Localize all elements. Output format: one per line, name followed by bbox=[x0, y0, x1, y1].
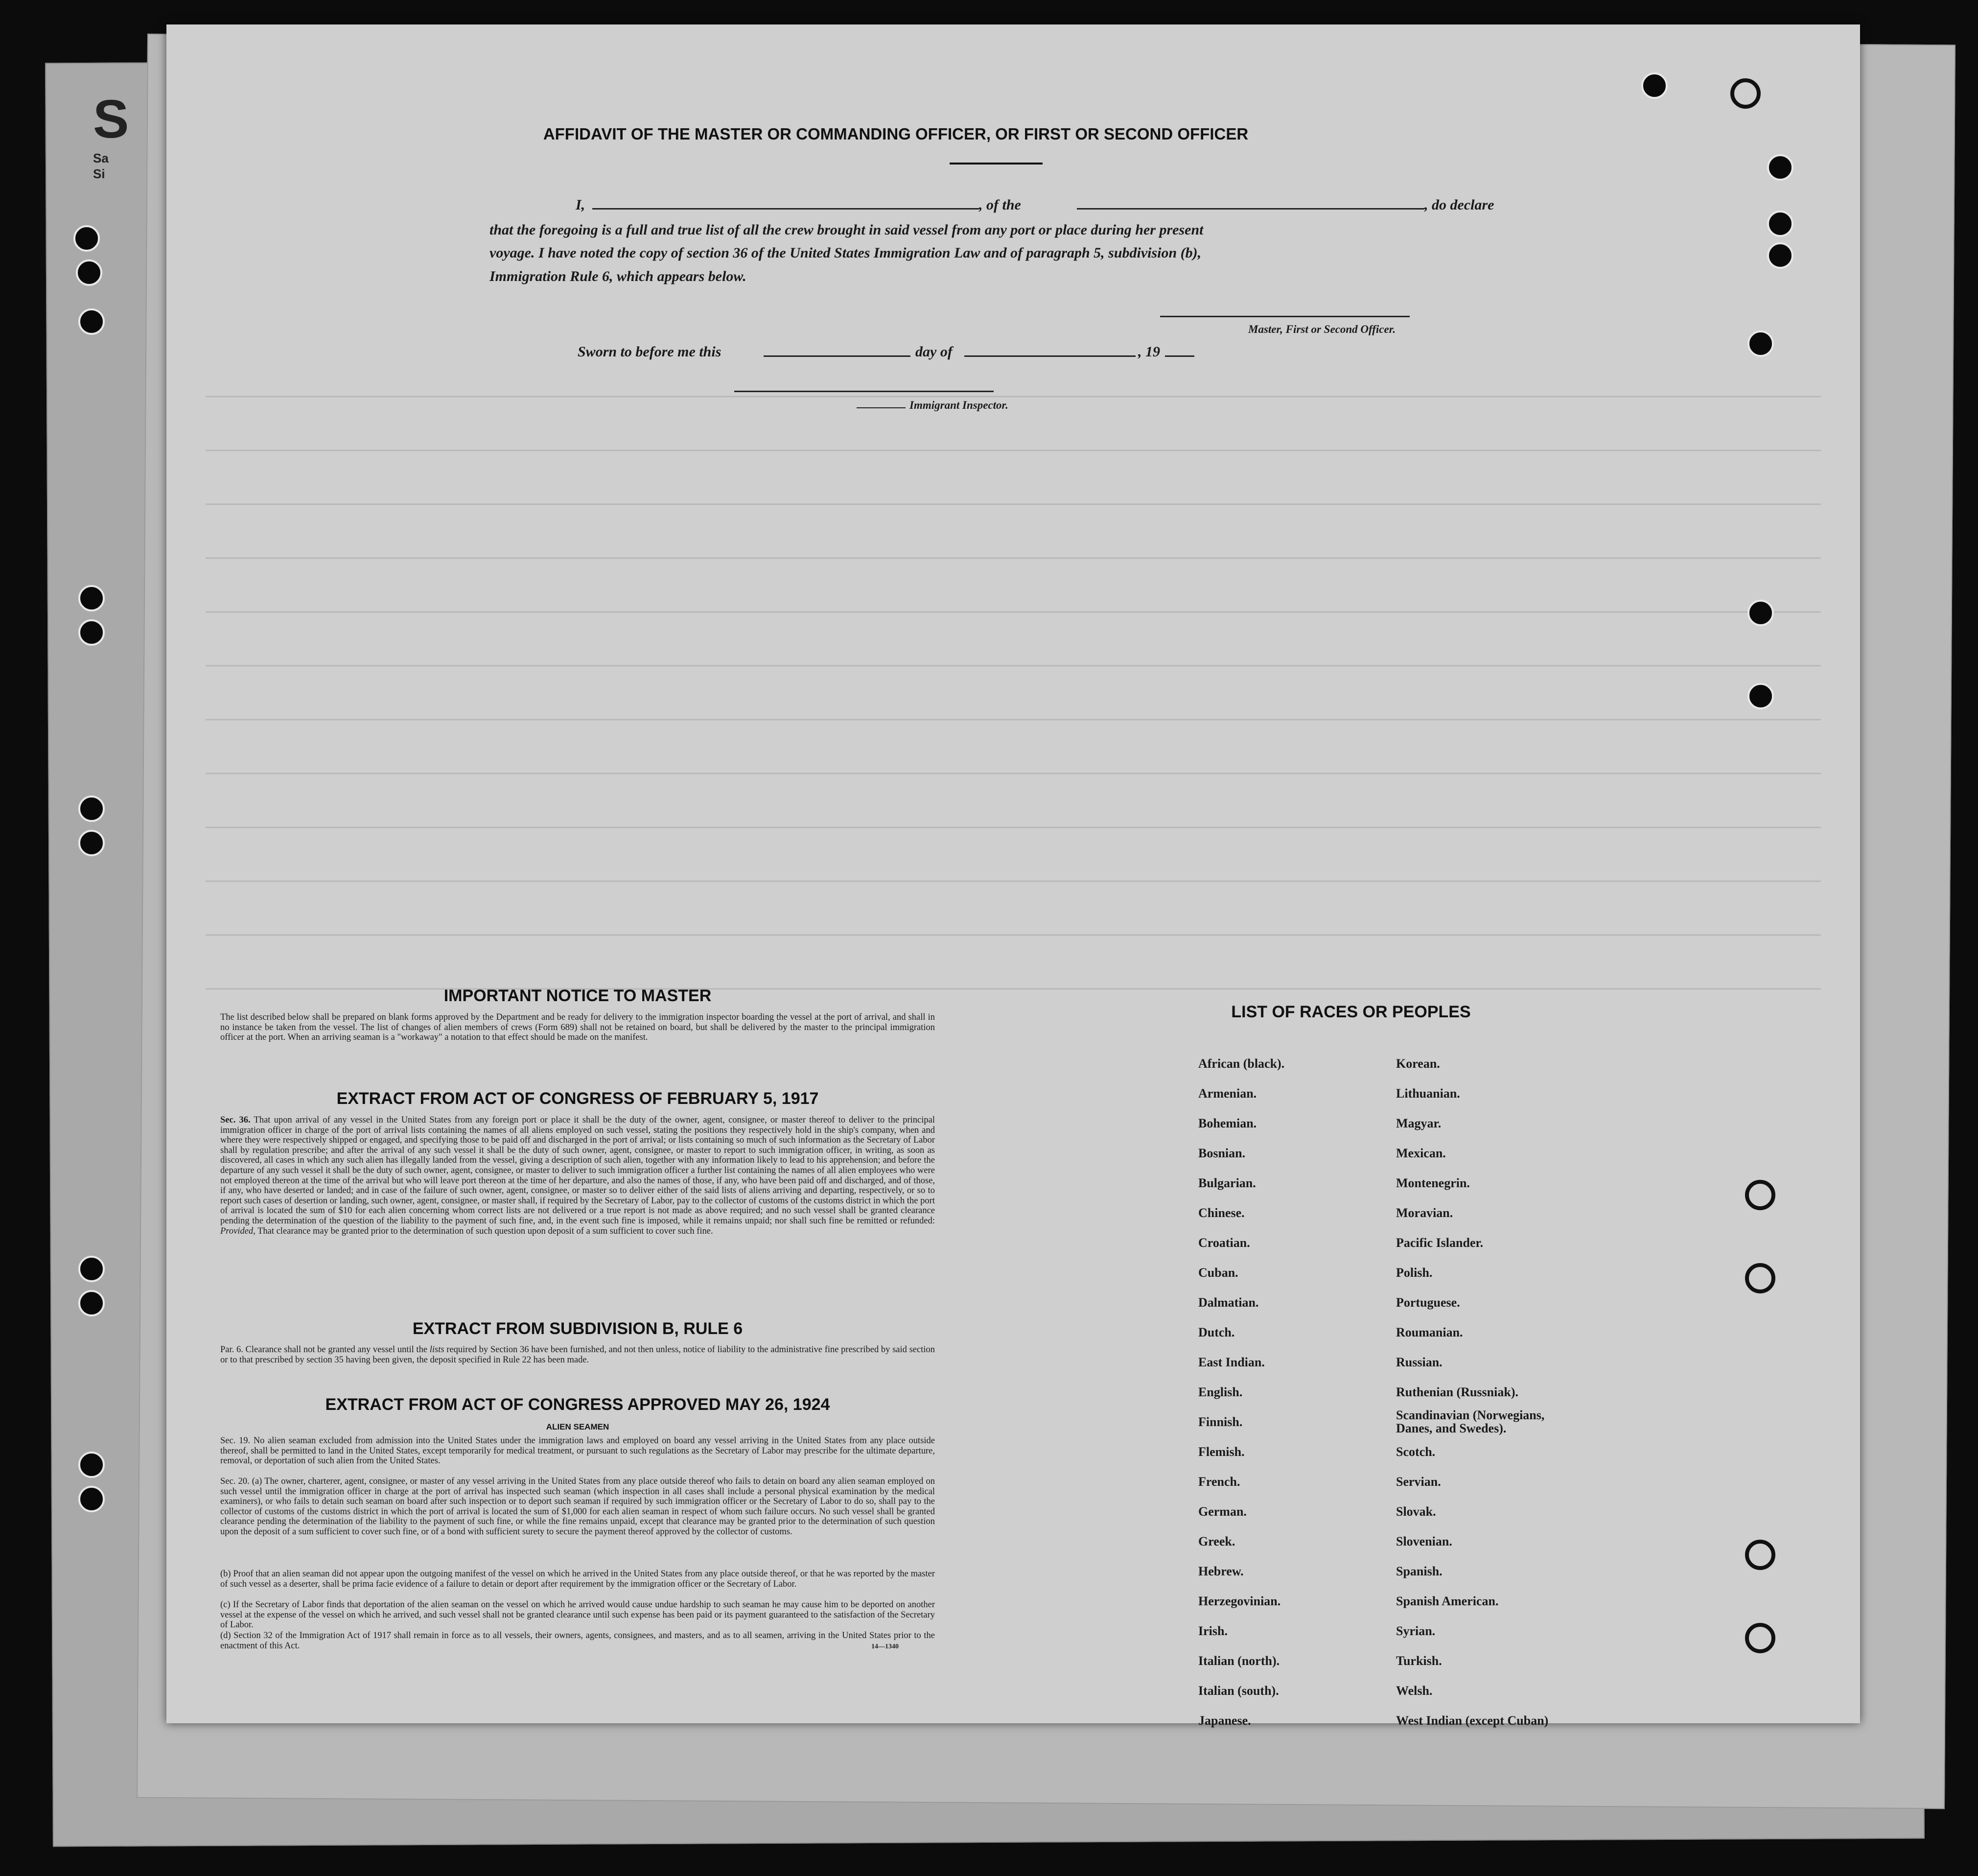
binder-hole bbox=[76, 259, 102, 286]
race-right: Welsh. bbox=[1396, 1684, 1433, 1698]
name-blank bbox=[592, 208, 979, 210]
binder-hole bbox=[1745, 1623, 1775, 1653]
manifest-page bbox=[166, 24, 1860, 1728]
month-blank bbox=[964, 355, 1136, 357]
race-left: English. bbox=[1198, 1385, 1243, 1399]
affidavit-of-the: , of the bbox=[979, 197, 1021, 213]
extract-1924-title: EXTRACT FROM ACT OF CONGRESS APPROVED MAY 26, 1924 bbox=[325, 1395, 830, 1414]
sec-36-label: Sec. 36. bbox=[220, 1115, 251, 1125]
race-right: Ruthenian (Russniak). bbox=[1396, 1385, 1518, 1399]
signature-caption: Master, First or Second Officer. bbox=[1248, 323, 1396, 335]
year-prefix: , 19 bbox=[1138, 344, 1160, 360]
binder-hole bbox=[78, 619, 105, 646]
rule6-text-1: Par. 6. Clearance shall not be granted any vessel until the bbox=[220, 1345, 428, 1355]
race-left: Croatian. bbox=[1198, 1236, 1250, 1250]
race-right: Portuguese. bbox=[1396, 1295, 1460, 1310]
binder-hole bbox=[1767, 242, 1793, 269]
race-right: West Indian (except Cuban) bbox=[1396, 1713, 1549, 1728]
vessel-blank bbox=[1077, 208, 1424, 210]
binder-hole bbox=[78, 1290, 105, 1316]
race-right: Russian. bbox=[1396, 1355, 1443, 1369]
race-right: Korean. bbox=[1396, 1056, 1440, 1071]
sec-19-text: Sec. 19. No alien seaman excluded from admission into the United States under the immigration laws and employed on board any vessel arriving in the United States from any place outside thereof, shall be permitted to land in the United States, except temporarily for medical treatment, or pursuant to such regulations as the Secretary of Labor may prescribe for the ultimate departure, removal, or deportation of such alien from the United States. bbox=[220, 1436, 935, 1466]
proviso-body: That clearance may be granted prior to the determination of such question upon deposit of a sum sufficient to cover such fine. bbox=[257, 1226, 713, 1236]
race-left: East Indian. bbox=[1198, 1355, 1265, 1369]
title-rule bbox=[950, 163, 1043, 164]
affidavit-do-declare: , do declare bbox=[1424, 197, 1494, 213]
race-left: Bosnian. bbox=[1198, 1146, 1246, 1160]
binder-hole bbox=[1745, 1540, 1775, 1570]
bleed-through-table bbox=[166, 24, 1860, 1723]
binder-hole bbox=[73, 225, 100, 252]
binder-hole bbox=[1745, 1263, 1775, 1293]
binder-hole bbox=[78, 1452, 105, 1478]
race-right: Roumanian. bbox=[1396, 1325, 1463, 1339]
race-right: Montenegrin. bbox=[1396, 1176, 1470, 1190]
inspector-dash bbox=[857, 407, 906, 408]
notice-text: The list described below shall be prepared on blank forms approved by the Department and be ready for delivery to the immigration inspector boarding the vessel at the port of arrival, and shall in no instance be taken from the vessel. The list of changes of alien members of crews (Form 689) shall not be retained on board, but shall be delivered by the master to the principal immigration officer at the port. When an arriving seaman is a "workaway" a notation to that effect should be made on the manifest. bbox=[220, 1012, 935, 1043]
binder-hole bbox=[1767, 154, 1793, 181]
affidavit-i-label: I, bbox=[576, 197, 585, 213]
affidavit-line-2: that the foregoing is a full and true list of all the crew brought in said vessel from any port or place during her present bbox=[489, 222, 1204, 238]
race-left: Chinese. bbox=[1198, 1206, 1245, 1220]
signature-line bbox=[1160, 316, 1410, 317]
race-left: Finnish. bbox=[1198, 1415, 1243, 1429]
inspector-caption: Immigrant Inspector. bbox=[909, 399, 1008, 411]
sec-20d-text: (d) Section 32 of the Immigration Act of 1917 shall remain in force as to all vessels, their owners, agents, consignees, and masters, and as to all seamen, arriving in the United States prior to the enactment of this Act. bbox=[220, 1631, 935, 1651]
rule6-lists: lists bbox=[429, 1345, 444, 1355]
affidavit-line-4: Immigration Rule 6, which appears below. bbox=[489, 268, 746, 284]
race-left: Dutch. bbox=[1198, 1325, 1235, 1339]
race-left: Greek. bbox=[1198, 1534, 1235, 1548]
binder-hole bbox=[1747, 600, 1774, 626]
binder-hole bbox=[1767, 211, 1793, 237]
year-blank bbox=[1165, 355, 1194, 357]
race-right: Slovak. bbox=[1396, 1504, 1436, 1519]
race-right: Slovenian. bbox=[1396, 1534, 1452, 1548]
side-letter: S bbox=[93, 89, 129, 149]
extract-1917-title: EXTRACT FROM ACT OF CONGRESS OF FEBRUARY 5, 1917 bbox=[336, 1089, 819, 1108]
alien-seamen-subtitle: ALIEN SEAMEN bbox=[546, 1422, 609, 1431]
race-right: Spanish. bbox=[1396, 1564, 1443, 1578]
race-left: Italian (south). bbox=[1198, 1684, 1279, 1698]
day-of-label: day of bbox=[915, 344, 953, 360]
side-page-fragment bbox=[93, 88, 166, 206]
binder-hole bbox=[78, 585, 105, 611]
notice-title: IMPORTANT NOTICE TO MASTER bbox=[443, 986, 712, 1005]
sec-20c-text: (c) If the Secretary of Labor finds that deportation of the alien seaman on the vessel on which he arrived would cause undue hardship to such seaman he may cause him to be deported on another vessel at the expense of the vessel on which he arrived, and such vessel shall not be granted clearance until such expense has been paid or its payment guaranteed to the satisfaction of the Secretary of Labor. bbox=[220, 1600, 935, 1630]
race-left: Dalmatian. bbox=[1198, 1295, 1259, 1310]
sec-20b-text: (b) Proof that an alien seaman did not appear upon the outgoing manifest of the vessel on which he arrived in the United States from any place outside thereof, or that he was reported by the master of such vessel as a deserter, shall be prima facie evidence of a failure to detain or deport after requirement by the immigration officer or the Secretary of Labor. bbox=[220, 1569, 935, 1589]
race-left: Flemish. bbox=[1198, 1445, 1245, 1459]
race-left: German. bbox=[1198, 1504, 1247, 1519]
affidavit-line-3: voyage. I have noted the copy of section 36 of the United States Immigration Law and of paragraph 5, subdivision (b), bbox=[489, 245, 1202, 261]
race-left: Bohemian. bbox=[1198, 1116, 1257, 1130]
race-right: Servian. bbox=[1396, 1475, 1441, 1489]
binder-hole bbox=[1730, 78, 1761, 109]
race-right: Lithuanian. bbox=[1396, 1086, 1460, 1101]
sec-20a-text: Sec. 20. (a) The owner, charterer, agent, consignee, or master of any vessel arriving in the United States from any place outside thereof who fails to detain on board any alien seaman employed on such vessel until the immigration officer in charge at the port of arrival has inspected such seaman (which inspection in all cases shall include a personal physical examination by the medical examiners), or who fails to detain such seaman on board after such inspection or to deport such seaman if required by such immigration officer or the Secretary of Labor to do so, shall pay to the collector of customs of the customs district in which the port of arrival is located the sum of $1,000 for each alien seaman in respect of whom such failure occurs. No such vessel shall be granted clearance pending the determination of the liability to the payment of such fine, or while the fine remains unpaid, except that clearance may be granted prior to the determination of such question upon the deposit of a sum sufficient to cover such fine, or of a bond with sufficient surety to secure the payment thereof approved by the collector of customs. bbox=[220, 1477, 935, 1537]
binder-hole bbox=[1747, 330, 1774, 357]
binder-hole bbox=[78, 308, 105, 335]
race-left: African (black). bbox=[1198, 1056, 1285, 1071]
race-right: Polish. bbox=[1396, 1266, 1433, 1280]
race-left: Italian (north). bbox=[1198, 1654, 1280, 1668]
proviso-label: Provided, bbox=[220, 1226, 256, 1236]
affidavit-title: AFFIDAVIT OF THE MASTER OR COMMANDING OFFICER, OR FIRST OR SECOND OFFICER bbox=[543, 125, 1249, 143]
inspector-line bbox=[734, 391, 994, 392]
race-left: Cuban. bbox=[1198, 1266, 1238, 1280]
race-left: Japanese. bbox=[1198, 1713, 1251, 1728]
binder-hole bbox=[1641, 72, 1668, 99]
binder-hole bbox=[1747, 683, 1774, 709]
race-right: Pacific Islander. bbox=[1396, 1236, 1484, 1250]
binder-hole bbox=[78, 1486, 105, 1512]
race-left: Armenian. bbox=[1198, 1086, 1257, 1101]
binder-hole bbox=[78, 830, 105, 856]
binder-hole bbox=[78, 796, 105, 822]
side-line-2: Si bbox=[93, 166, 105, 181]
race-left: Irish. bbox=[1198, 1624, 1228, 1638]
race-left: Bulgarian. bbox=[1198, 1176, 1256, 1190]
binder-hole bbox=[1745, 1180, 1775, 1210]
race-right: Turkish. bbox=[1396, 1654, 1442, 1668]
race-right: Mexican. bbox=[1396, 1146, 1446, 1160]
sec-36-body: That upon arrival of any vessel in the United States from any foreign port or place it shall be the duty of the owner, agent, consignee, or master thereof to deliver to the principal immigration officer in charge of the port of arrival lists containing the names of all aliens employed on such vessel, stating the positions they respectively hold in the ship's company, when and where they were respectively shipped or engaged, and specifying those to be paid off and discharged in the port of arrival; or lists containing so much of such information as the Secretary of Labor shall by regulation prescribe; and after the arrival of any such vessel it shall be the duty of such owner, agent, consignee, or master to report to such immigration officer, in writing, as soon as discovered, all cases in which any such alien has illegally landed from the vessel, giving a description of such alien, together with any information likely to lead to his apprehension; and before the departure of any such vessel it shall be the duty of such owner, agent, consignee, or master to deliver to such immigration officer a further list containing the names of all alien employees who were not employed thereon at the time of the arrival but who will leave port thereon at the time of her departure, and also the names of those, if any, who have been paid off and discharged, and of those, if any, who have deserted or landed; and in case of the failure of such owner, agent, consignee, or master so to deliver either of the said lists of aliens arriving and departing, respectively, or so to report such cases of desertion or landing, such owner, agent, consignee, or master shall, if required by the Secretary of Labor, pay to the collector of customs of the customs district in which the port of arrival is located the sum of $10 for each alien concerning whom correct lists are not delivered or a true report is not made as above required; and no such vessel shall be granted clearance pending the determination of the question of the liability to the payment of such fine, and, in the event such fine is imposed, while it remains unpaid; nor shall such fine be remitted or refunded: bbox=[220, 1115, 935, 1226]
races-title: LIST OF RACES OR PEOPLES bbox=[1231, 1003, 1471, 1021]
race-left: Herzegovinian. bbox=[1198, 1594, 1281, 1608]
extract-rule6-title: EXTRACT FROM SUBDIVISION B, RULE 6 bbox=[412, 1319, 743, 1338]
race-right: Syrian. bbox=[1396, 1624, 1436, 1638]
sworn-label: Sworn to before me this bbox=[578, 344, 721, 360]
race-right: Spanish American. bbox=[1396, 1594, 1499, 1608]
race-right: Scotch. bbox=[1396, 1445, 1436, 1459]
extract-rule6-text bbox=[220, 1345, 935, 1365]
race-right: Scandinavian (Norwegians, Danes, and Swedes). bbox=[1396, 1408, 1545, 1435]
extract-1917-text bbox=[220, 1115, 935, 1236]
race-left: French. bbox=[1198, 1475, 1240, 1489]
side-line-1: Sa bbox=[93, 151, 109, 165]
race-right: Magyar. bbox=[1396, 1116, 1442, 1130]
rule6-text-2: required by Section 36 have been furnished, and not then unless, notice of liability to the administrative fine prescribed by said section or to that prescribed by section 35 having been given, the deposit specified in Rule 22 has been made. bbox=[220, 1345, 935, 1365]
race-left: Hebrew. bbox=[1198, 1564, 1244, 1578]
race-right: Moravian. bbox=[1396, 1206, 1453, 1220]
binder-hole bbox=[78, 1256, 105, 1282]
day-blank bbox=[764, 355, 910, 357]
form-number: 14—1340 bbox=[871, 1643, 899, 1650]
